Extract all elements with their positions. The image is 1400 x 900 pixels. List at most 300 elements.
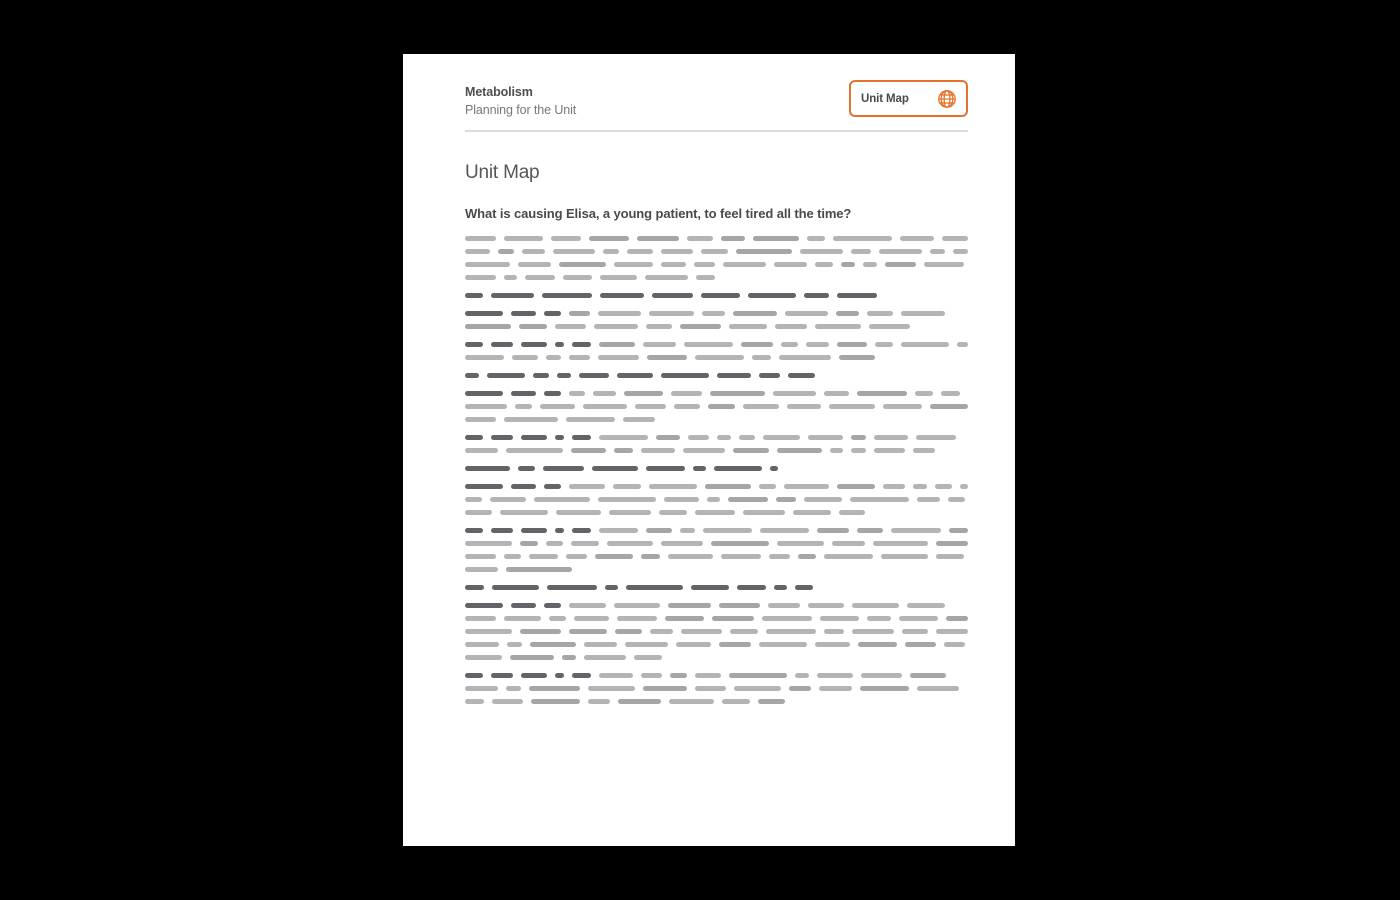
redacted-segment xyxy=(518,262,551,267)
redacted-segment xyxy=(641,673,662,678)
redacted-segment xyxy=(820,616,859,621)
header-text xyxy=(465,80,576,119)
redacted-segment xyxy=(795,673,809,678)
redacted-segment xyxy=(500,510,548,515)
redacted-segment xyxy=(719,642,751,647)
redacted-segment-dark xyxy=(691,585,729,590)
redacted-segment xyxy=(824,391,849,396)
redacted-segment xyxy=(705,484,751,489)
redacted-segment xyxy=(917,686,959,691)
redacted-segment xyxy=(498,249,514,254)
redacted-segment xyxy=(793,510,831,515)
unit-map-button[interactable] xyxy=(849,80,968,117)
page-subtitle: Planning for the Unit xyxy=(465,103,577,117)
redacted-segment xyxy=(901,311,945,316)
redacted-segment xyxy=(594,324,638,329)
redacted-segment xyxy=(624,391,663,396)
redacted-segment xyxy=(465,629,512,634)
redacted-segment xyxy=(465,497,482,502)
redacted-segment xyxy=(874,448,905,453)
redacted-segment xyxy=(566,554,587,559)
driving-question-heading: What is causing Elisa, a young patient, to feel tired all the time? xyxy=(465,206,852,221)
redacted-segment-dark xyxy=(547,585,597,590)
redacted-segment xyxy=(936,629,968,634)
redacted-segment xyxy=(773,391,816,396)
redacted-line xyxy=(465,293,968,298)
redacted-segment xyxy=(664,497,699,502)
redacted-segment xyxy=(465,355,504,360)
redacted-segment-dark xyxy=(491,673,513,678)
redacted-segment xyxy=(913,484,927,489)
redacted-segment-dark xyxy=(511,603,536,608)
redacted-line xyxy=(465,541,968,546)
redacted-segment xyxy=(661,262,686,267)
redacted-segment xyxy=(546,355,561,360)
redacted-segment xyxy=(520,629,561,634)
redacted-segment xyxy=(583,404,627,409)
redacted-segment xyxy=(649,484,697,489)
redacted-segment xyxy=(661,249,693,254)
redacted-segment xyxy=(506,686,521,691)
redacted-segment xyxy=(647,355,687,360)
redacted-heading-block xyxy=(465,585,968,590)
redacted-segment xyxy=(465,324,511,329)
redacted-segment-dark xyxy=(465,311,503,316)
redacted-segment xyxy=(798,554,816,559)
redacted-segment xyxy=(905,642,936,647)
redacted-segment xyxy=(599,435,648,440)
redacted-segment xyxy=(815,324,861,329)
redacted-segment xyxy=(680,528,695,533)
redacted-segment xyxy=(719,603,760,608)
redacted-segment-dark xyxy=(661,373,709,378)
redacted-segment xyxy=(763,435,800,440)
redacted-segment xyxy=(881,554,928,559)
redacted-segment xyxy=(815,262,833,267)
redacted-segment-dark xyxy=(605,585,618,590)
redacted-segment xyxy=(723,262,766,267)
redacted-segment xyxy=(776,497,796,502)
redacted-segment xyxy=(851,249,871,254)
redacted-segment xyxy=(465,541,512,546)
redacted-segment xyxy=(643,686,687,691)
redacted-segment xyxy=(721,554,761,559)
redacted-segment-dark xyxy=(557,373,571,378)
redacted-segment xyxy=(465,655,502,660)
redacted-segment xyxy=(867,616,891,621)
redacted-segment xyxy=(569,484,605,489)
redacted-paragraph-block xyxy=(465,391,968,422)
redacted-line xyxy=(465,355,968,360)
redacted-segment xyxy=(598,311,641,316)
redacted-segment xyxy=(739,435,755,440)
redacted-segment xyxy=(646,528,672,533)
redacted-segment xyxy=(769,554,790,559)
redacted-segment-dark xyxy=(521,435,547,440)
redacted-segment-dark xyxy=(795,585,813,590)
redacted-segment xyxy=(901,342,949,347)
redacted-segment xyxy=(860,686,909,691)
redacted-line xyxy=(465,655,968,660)
redacted-segment-dark xyxy=(465,603,503,608)
redacted-line xyxy=(465,342,968,347)
redacted-segment-dark xyxy=(465,373,479,378)
redacted-segment xyxy=(661,541,703,546)
redacted-segment xyxy=(530,642,576,647)
redacted-line xyxy=(465,585,968,590)
redacted-segment xyxy=(683,448,725,453)
redacted-segment xyxy=(551,236,581,241)
redacted-segment xyxy=(510,655,554,660)
redacted-segment xyxy=(669,699,714,704)
redacted-segment xyxy=(670,673,687,678)
redacted-segment xyxy=(808,435,843,440)
redacted-segment xyxy=(863,262,877,267)
redacted-segment xyxy=(684,342,733,347)
redacted-segment xyxy=(741,342,773,347)
redacted-segment xyxy=(659,510,687,515)
redacted-segment xyxy=(839,355,875,360)
redacted-segment xyxy=(589,236,629,241)
redacted-segment xyxy=(649,311,694,316)
redacted-segment-dark xyxy=(652,293,693,298)
redacted-segment xyxy=(569,355,590,360)
redacted-segment-dark xyxy=(491,435,513,440)
redacted-segment xyxy=(722,699,750,704)
redacted-segment xyxy=(883,404,922,409)
redacted-segment xyxy=(857,391,907,396)
redacted-segment xyxy=(768,603,800,608)
redacted-segment xyxy=(819,686,852,691)
redacted-line xyxy=(465,603,968,608)
redacted-segment xyxy=(555,324,586,329)
redacted-segment xyxy=(668,554,713,559)
redacted-segment xyxy=(729,324,767,329)
header-divider xyxy=(465,130,968,132)
redacted-segment-dark xyxy=(465,391,503,396)
redacted-segment-dark xyxy=(572,342,591,347)
redacted-segment xyxy=(695,355,744,360)
unit-map-button-label: Unit Map xyxy=(861,92,909,105)
redacted-segment-dark xyxy=(572,435,591,440)
redacted-segment xyxy=(836,311,859,316)
redacted-segment xyxy=(656,435,680,440)
redacted-segment xyxy=(674,404,700,409)
redacted-segment xyxy=(829,404,875,409)
redacted-segment xyxy=(465,404,507,409)
redacted-line xyxy=(465,391,968,396)
redacted-line xyxy=(465,373,968,378)
redacted-segment xyxy=(885,262,916,267)
redacted-segment-dark xyxy=(804,293,829,298)
redacted-segment xyxy=(852,629,894,634)
redacted-segment-dark xyxy=(555,435,564,440)
redacted-segment xyxy=(614,262,653,267)
redacted-segment xyxy=(588,686,635,691)
redacted-segment xyxy=(641,448,675,453)
redacted-segment-dark xyxy=(492,585,539,590)
redacted-paragraph-block xyxy=(465,342,968,360)
redacted-segment xyxy=(837,342,867,347)
redacted-segment xyxy=(787,404,821,409)
redacted-segment xyxy=(785,311,828,316)
redacted-segment xyxy=(957,342,968,347)
redacted-segment xyxy=(531,699,580,704)
redacted-segment xyxy=(837,484,875,489)
redacted-segment xyxy=(519,324,547,329)
redacted-segment xyxy=(571,541,599,546)
redacted-line xyxy=(465,448,968,453)
redacted-segment-dark xyxy=(592,466,638,471)
redacted-line xyxy=(465,484,968,489)
redacted-segment xyxy=(668,603,711,608)
redacted-segment xyxy=(641,554,660,559)
redacted-segment xyxy=(688,435,709,440)
redacted-segment xyxy=(515,404,532,409)
redacted-segment xyxy=(777,541,824,546)
redacted-segment xyxy=(808,603,844,608)
redacted-line xyxy=(465,567,968,572)
redacted-segment-dark xyxy=(774,585,787,590)
redacted-segment xyxy=(857,528,883,533)
redacted-segment xyxy=(598,497,656,502)
redacted-paragraph-block xyxy=(465,311,968,329)
redacted-segment-dark xyxy=(555,528,564,533)
redacted-segment xyxy=(507,642,522,647)
redacted-segment-dark xyxy=(748,293,796,298)
redacted-segment xyxy=(676,642,711,647)
redacted-segment-dark xyxy=(572,528,591,533)
redacted-segment xyxy=(609,510,651,515)
redacted-segment xyxy=(730,629,758,634)
redacted-segment xyxy=(599,528,638,533)
redacted-segment xyxy=(924,262,964,267)
redacted-segment xyxy=(873,541,928,546)
redacted-segment-dark xyxy=(487,373,525,378)
redacted-paragraph-block xyxy=(465,528,968,572)
redacted-segment xyxy=(650,629,673,634)
redacted-content xyxy=(465,236,968,704)
redacted-segment-dark xyxy=(544,603,561,608)
redacted-segment xyxy=(504,236,543,241)
redacted-segment xyxy=(603,249,619,254)
redacted-segment xyxy=(635,404,666,409)
redacted-segment xyxy=(899,616,938,621)
redacted-segment xyxy=(759,484,776,489)
redacted-segment xyxy=(569,391,585,396)
redacted-segment xyxy=(465,642,499,647)
redacted-segment-dark xyxy=(491,293,534,298)
redacted-segment xyxy=(736,249,792,254)
globe-icon xyxy=(937,89,957,109)
redacted-segment-dark xyxy=(572,673,591,678)
redacted-segment xyxy=(512,355,538,360)
redacted-segment-dark xyxy=(617,373,653,378)
redacted-segment xyxy=(593,391,616,396)
redacted-segment xyxy=(584,642,617,647)
redacted-segment-dark xyxy=(521,673,547,678)
redacted-line xyxy=(465,324,968,329)
redacted-segment-dark xyxy=(511,484,536,489)
redacted-segment-dark xyxy=(555,673,564,678)
redacted-segment xyxy=(637,236,679,241)
redacted-line xyxy=(465,311,968,316)
redacted-segment xyxy=(563,275,592,280)
redacted-segment xyxy=(492,699,523,704)
redacted-line xyxy=(465,673,968,678)
redacted-segment xyxy=(717,435,731,440)
redacted-segment xyxy=(598,355,639,360)
redacted-segment xyxy=(569,311,590,316)
redacted-segment xyxy=(465,448,498,453)
redacted-segment xyxy=(869,324,910,329)
redacted-segment xyxy=(522,249,545,254)
redacted-segment xyxy=(525,275,555,280)
redacted-segment-dark xyxy=(465,342,483,347)
redacted-segment xyxy=(540,404,575,409)
redacted-segment xyxy=(902,629,928,634)
redacted-segment-dark xyxy=(544,484,561,489)
redacted-paragraph-block xyxy=(465,673,968,704)
redacted-segment xyxy=(465,275,496,280)
redacted-segment xyxy=(627,249,653,254)
redacted-line xyxy=(465,699,968,704)
redacted-segment xyxy=(760,528,809,533)
redacted-segment xyxy=(900,236,934,241)
redacted-segment xyxy=(806,342,829,347)
redacted-segment xyxy=(707,497,720,502)
redacted-segment xyxy=(917,497,940,502)
redacted-segment xyxy=(743,404,779,409)
redacted-heading-block xyxy=(465,466,968,471)
redacted-segment xyxy=(883,484,905,489)
redacted-segment-dark xyxy=(533,373,549,378)
redacted-segment xyxy=(465,699,484,704)
redacted-segment xyxy=(800,249,843,254)
redacted-segment-dark xyxy=(737,585,766,590)
redacted-segment xyxy=(946,616,968,621)
redacted-segment xyxy=(824,629,844,634)
page-header xyxy=(465,80,968,119)
redacted-segment xyxy=(833,236,892,241)
redacted-segment-dark xyxy=(521,528,547,533)
redacted-segment xyxy=(775,324,807,329)
redacted-segment xyxy=(696,275,715,280)
redacted-line xyxy=(465,510,968,515)
redacted-segment-dark xyxy=(555,342,564,347)
redacted-segment xyxy=(734,686,781,691)
redacted-segment xyxy=(711,541,769,546)
redacted-segment xyxy=(830,448,843,453)
document-page xyxy=(403,54,1015,846)
redacted-segment xyxy=(646,324,672,329)
redacted-segment xyxy=(941,391,960,396)
redacted-segment xyxy=(562,655,576,660)
unit-title: Metabolism xyxy=(465,85,533,99)
redacted-line xyxy=(465,642,968,647)
redacted-line xyxy=(465,686,968,691)
redacted-line xyxy=(465,435,968,440)
redacted-segment xyxy=(774,262,807,267)
redacted-line xyxy=(465,497,968,502)
redacted-segment xyxy=(832,541,865,546)
redacted-segment xyxy=(571,448,606,453)
redacted-segment xyxy=(935,484,952,489)
redacted-segment xyxy=(506,448,563,453)
redacted-segment xyxy=(694,262,715,267)
redacted-segment xyxy=(569,603,606,608)
redacted-segment xyxy=(858,642,897,647)
redacted-segment xyxy=(614,603,660,608)
redacted-segment-dark xyxy=(465,293,483,298)
redacted-paragraph-block xyxy=(465,484,968,515)
redacted-segment-dark xyxy=(465,585,484,590)
redacted-segment xyxy=(534,497,590,502)
redacted-segment xyxy=(671,391,702,396)
redacted-segment xyxy=(588,699,610,704)
redacted-segment xyxy=(753,236,799,241)
redacted-segment xyxy=(569,629,607,634)
redacted-segment-dark xyxy=(465,466,510,471)
redacted-segment-dark xyxy=(544,311,561,316)
redacted-segment-dark xyxy=(600,293,644,298)
redacted-segment xyxy=(465,236,496,241)
redacted-segment-dark xyxy=(579,373,609,378)
redacted-segment xyxy=(607,541,653,546)
redacted-segment-dark xyxy=(837,293,877,298)
redacted-segment-dark xyxy=(465,673,483,678)
redacted-segment xyxy=(506,567,572,572)
redacted-segment-dark xyxy=(759,373,780,378)
redacted-segment xyxy=(490,497,526,502)
redacted-line xyxy=(465,466,968,471)
redacted-segment xyxy=(574,616,609,621)
redacted-segment xyxy=(915,391,933,396)
redacted-line xyxy=(465,554,968,559)
redacted-line xyxy=(465,249,968,254)
redacted-segment xyxy=(584,655,626,660)
redacted-segment-dark xyxy=(693,466,706,471)
redacted-segment xyxy=(817,673,853,678)
redacted-segment xyxy=(599,673,633,678)
redacted-line xyxy=(465,417,968,422)
redacted-segment xyxy=(960,484,968,489)
redacted-line xyxy=(465,275,968,280)
redacted-segment-dark xyxy=(542,293,592,298)
redacted-segment xyxy=(758,699,785,704)
redacted-segment xyxy=(930,249,945,254)
redacted-segment xyxy=(553,249,595,254)
redacted-segment xyxy=(852,603,899,608)
redacted-segment-dark xyxy=(465,435,483,440)
redacted-segment xyxy=(891,528,941,533)
redacted-segment xyxy=(807,236,825,241)
redacted-segment xyxy=(504,417,558,422)
redacted-segment xyxy=(729,673,787,678)
redacted-segment xyxy=(867,311,893,316)
redacted-segment xyxy=(936,541,968,546)
redacted-segment xyxy=(839,510,865,515)
redacted-segment xyxy=(779,355,831,360)
redacted-segment xyxy=(949,528,968,533)
redacted-segment xyxy=(504,554,521,559)
redacted-segment xyxy=(680,324,721,329)
redacted-segment xyxy=(784,484,829,489)
redacted-segment xyxy=(841,262,855,267)
redacted-segment xyxy=(913,448,935,453)
redacted-segment xyxy=(930,404,968,409)
redacted-heading-block xyxy=(465,293,968,298)
